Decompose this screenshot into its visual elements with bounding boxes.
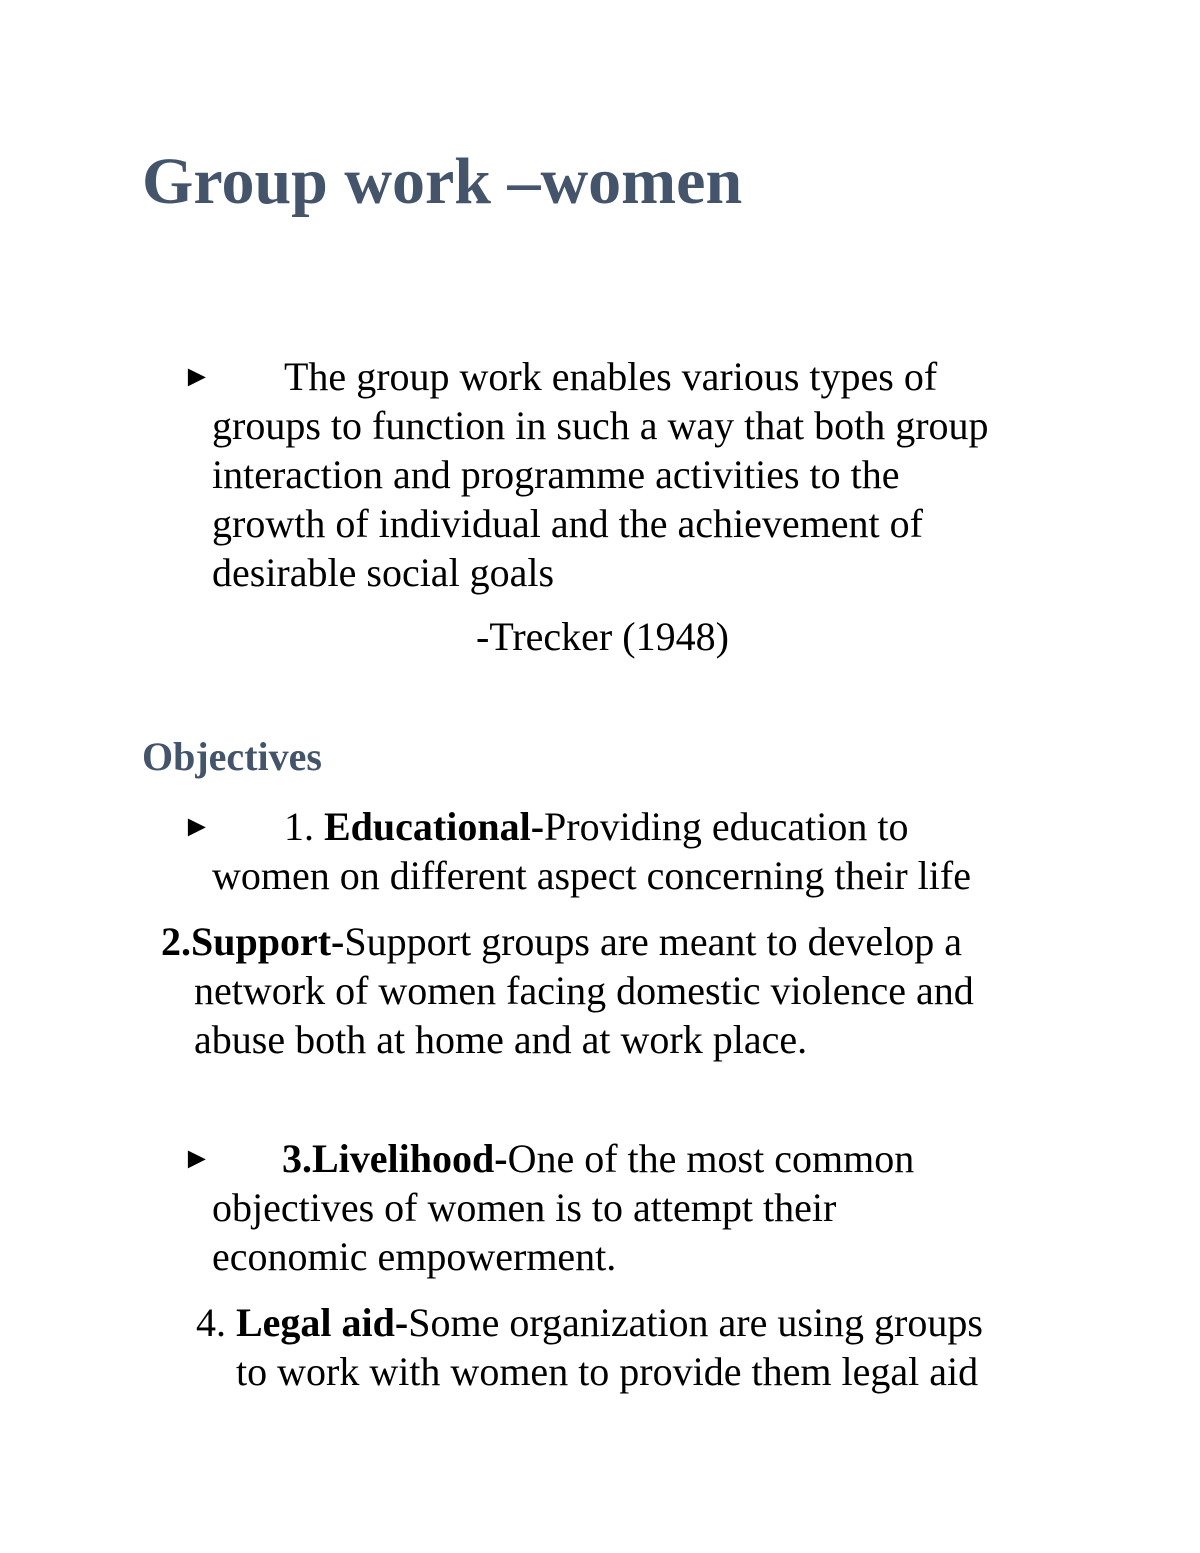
citation: -Trecker (1948) bbox=[476, 614, 729, 659]
objective-text: Providing education to bbox=[544, 804, 909, 849]
objective-continuation: economic empowerment. bbox=[212, 1234, 617, 1279]
objective-continuation: to work with women to provide them legal aid bbox=[236, 1349, 979, 1394]
objective-term: Support- bbox=[191, 919, 345, 964]
objective-first-line bbox=[212, 1134, 914, 1183]
objective-continuation: objectives of women is to attempt their bbox=[212, 1185, 837, 1230]
page-title: Group work –women bbox=[142, 145, 743, 218]
objectives-heading: Objectives bbox=[142, 734, 322, 779]
definition-line: interaction and programme activities to the bbox=[212, 452, 900, 497]
bullet-arrow-icon: ► bbox=[182, 1142, 212, 1175]
definition-line: desirable social goals bbox=[212, 550, 555, 595]
objective-term: Livelihood- bbox=[312, 1136, 508, 1181]
definition-line: groups to function in such a way that both group bbox=[212, 403, 989, 448]
objective-number: 3. bbox=[282, 1136, 312, 1181]
objective-first-line bbox=[212, 802, 971, 851]
objective-continuation: network of women facing domestic violence and bbox=[194, 968, 974, 1013]
objective-term: Legal aid- bbox=[236, 1300, 409, 1345]
objective-item-support bbox=[161, 917, 974, 1064]
objective-number: 1. bbox=[284, 804, 324, 849]
objective-item-educational bbox=[212, 802, 971, 900]
objective-number: 4. bbox=[196, 1300, 236, 1345]
objective-first-line bbox=[161, 917, 974, 966]
definition-line: growth of individual and the achievement of bbox=[212, 501, 923, 546]
bullet-arrow-icon: ► bbox=[182, 810, 212, 843]
objective-item-legal-aid bbox=[196, 1298, 983, 1396]
objective-text: One of the most common bbox=[507, 1136, 915, 1181]
objective-item-livelihood bbox=[212, 1134, 914, 1281]
objective-text: Some organization are using groups bbox=[408, 1300, 983, 1345]
objective-text: Support groups are meant to develop a bbox=[344, 919, 963, 964]
bullet-arrow-icon: ► bbox=[182, 360, 212, 393]
objective-term: Educational- bbox=[324, 804, 545, 849]
objective-first-line bbox=[196, 1298, 983, 1347]
objective-continuation: women on different aspect concerning their life bbox=[212, 853, 971, 898]
definition-paragraph bbox=[212, 352, 989, 597]
definition-line: The group work enables various types of bbox=[284, 354, 938, 399]
objective-continuation: abuse both at home and at work place. bbox=[194, 1017, 808, 1062]
objective-number: 2. bbox=[161, 919, 191, 964]
